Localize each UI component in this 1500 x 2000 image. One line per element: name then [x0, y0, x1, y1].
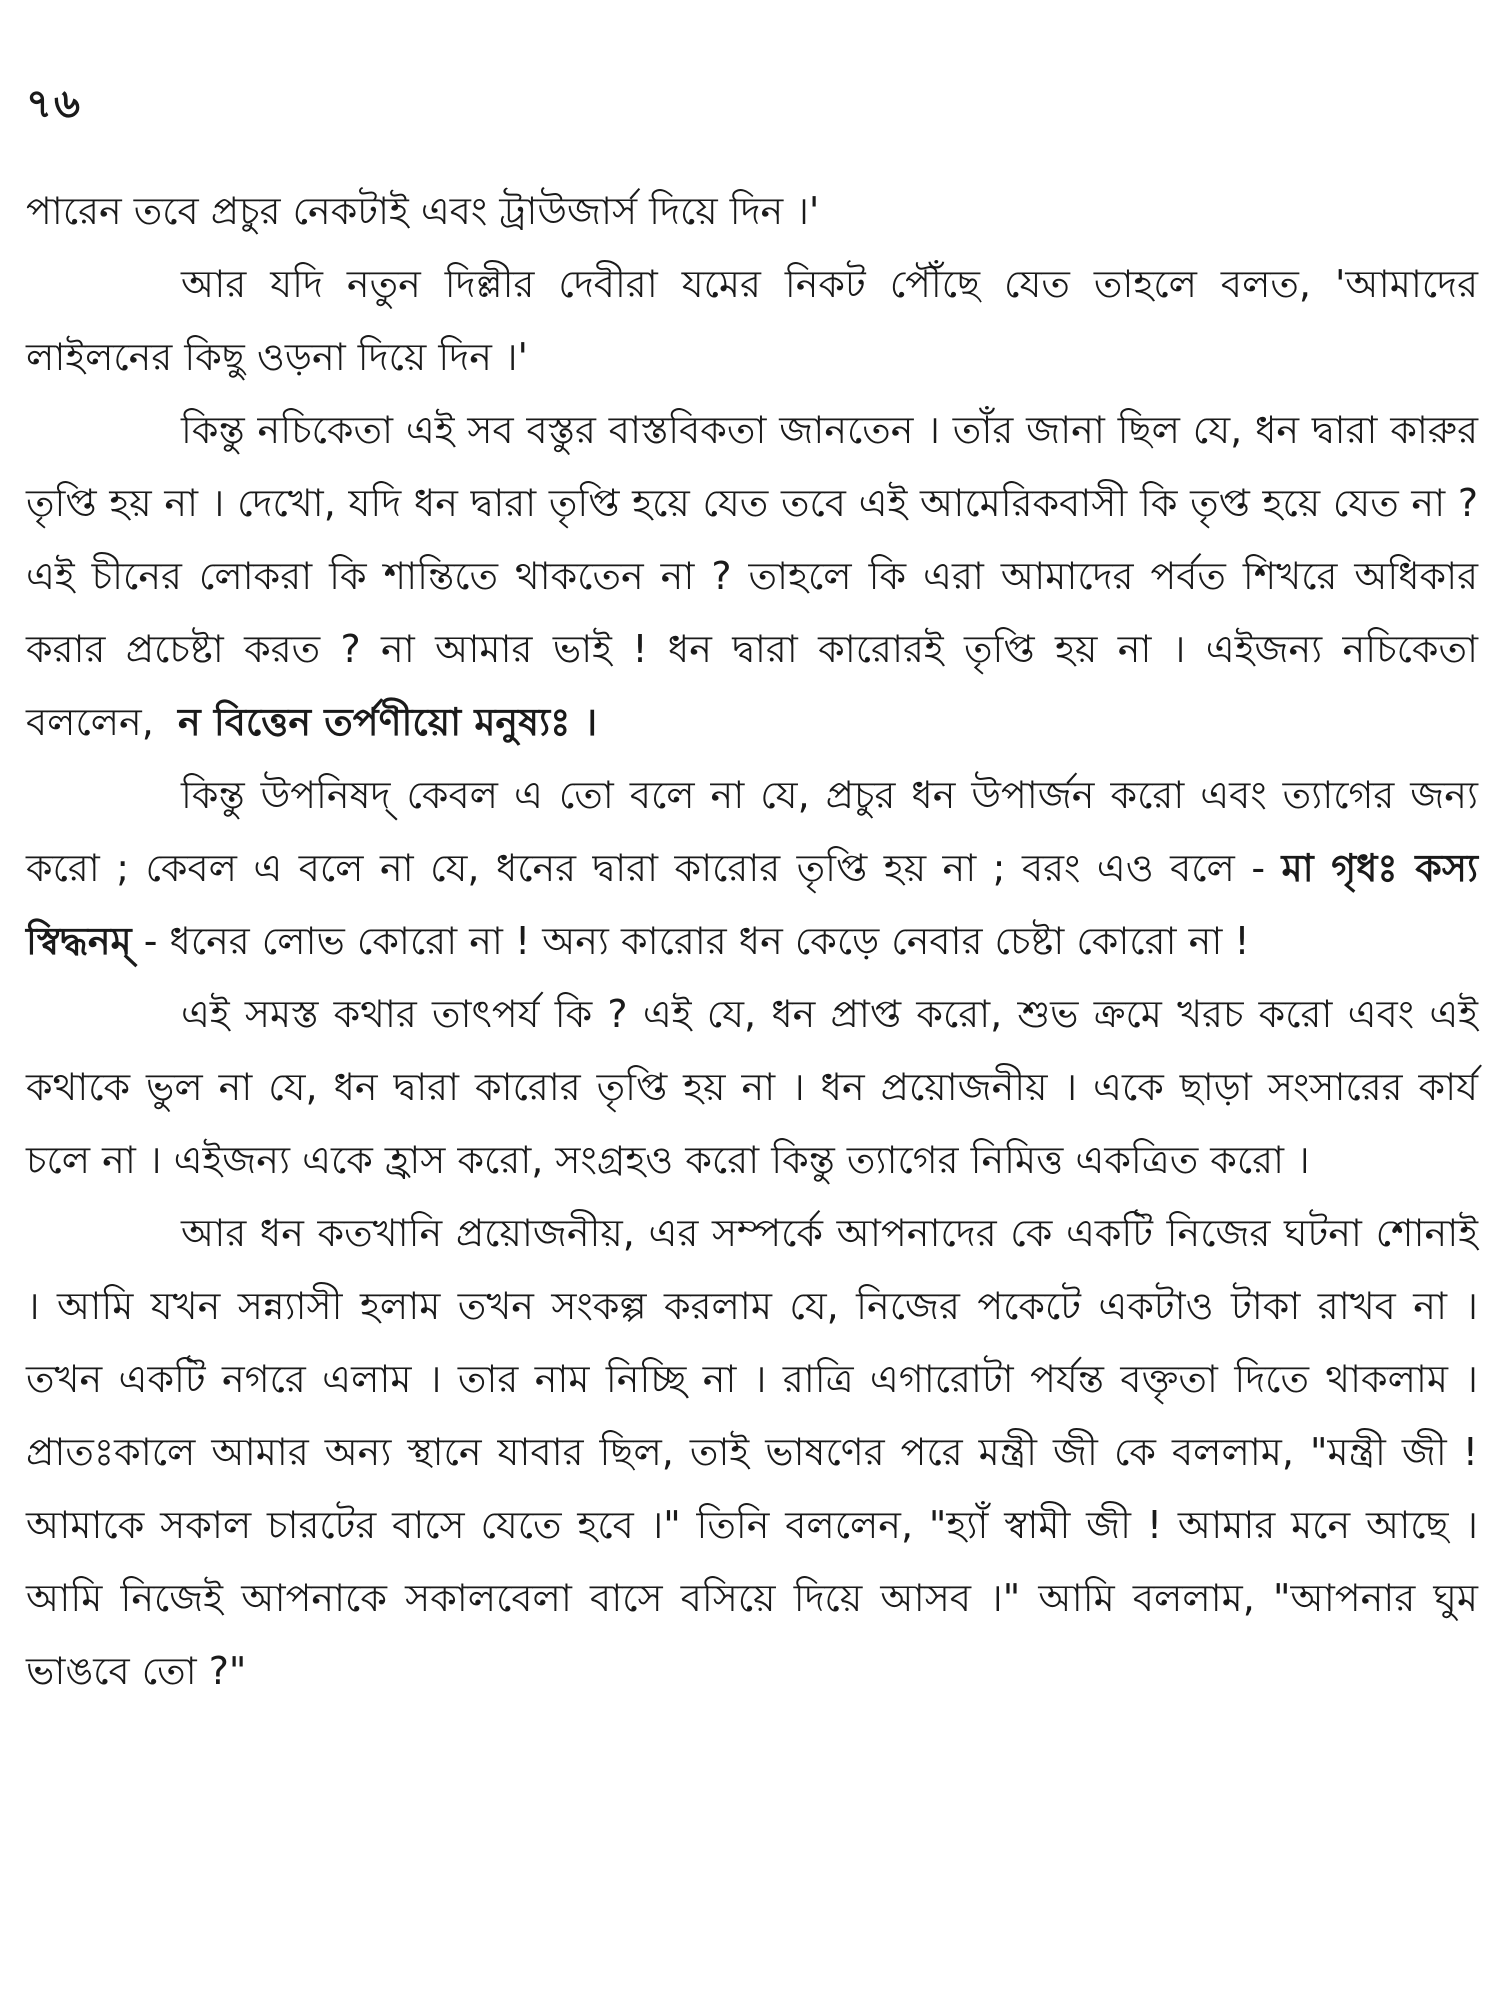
paragraph-4-text-after: - ধনের লোভ কোরো না ! অন্য কারোর ধন কেড়ে নেবার চেষ্টা কোরো না ! [143, 919, 1250, 963]
paragraph-4-text-before: কিন্তু উপনিষদ্ কেবল এ তো বলে না যে, প্রচুর ধন উপার্জন করো এবং ত্যাগের জন্য করো ; কেবল এ বলে না যে, ধনের দ্বারা কারোর তৃপ্তি হয় না ; বরং এও বলে - [26, 773, 1478, 890]
paragraph-4 [26, 759, 1478, 978]
paragraph-2: আর যদি নতুন দিল্লীর দেবীরা যমের নিকট পৌঁছে যেত তাহলে বলত, 'আমাদের লাইলনের কিছু ওড়না দিয়ে দিন ।' [26, 262, 1478, 379]
sanskrit-quote-2: মা গৃধঃ কস্য স্বিদ্ধনম্ [26, 846, 1478, 963]
paragraph-1: পারেন তবে প্রচুর নেকটাই এবং ট্রাউজার্স দিয়ে দিন ।' [26, 189, 820, 233]
page-number: ৭৬ [26, 81, 83, 127]
paragraph-3-text: কিন্তু নচিকেতা এই সব বস্তুর বাস্তবিকতা জানতেন । তাঁর জানা ছিল যে, ধন দ্বারা কারুর তৃপ্তি হয় না । দেখো, যদি ধন দ্বারা তৃপ্তি হয়ে যেত তবে এই আমেরিকবাসী কি তৃপ্ত হয়ে যেত না ? এই চীনের লোকরা কি শান্তিতে থাকতেন না ? তাহলে কি এরা আমাদের পর্বত শিখরে অধিকার করার প্রচেষ্টা করত ? না আমার ভাই ! ধন দ্বারা কারোরই তৃপ্তি হয় না । এইজন্য নচিকেতা বললেন, [26, 408, 1478, 744]
sanskrit-quote-1: ন বিত্তেন তর্পণীয়ো মনুষ্যঃ । [177, 700, 598, 744]
paragraph-5: এই সমস্ত কথার তাৎপর্য কি ? এই যে, ধন প্রাপ্ত করো, শুভ ক্রমে খরচ করো এবং এই কথাকে ভুল না যে, ধন দ্বারা কারোর তৃপ্তি হয় না । ধন প্রয়োজনীয় । একে ছাড়া সংসারের কার্য চলে না । এইজন্য একে হ্রাস করো, সংগ্রহও করো কিন্তু ত্যাগের নিমিত্ত একত্রিত করো । [26, 992, 1478, 1182]
body-text [26, 175, 1478, 1708]
paragraph-3 [26, 394, 1478, 759]
paragraph-6: আর ধন কতখানি প্রয়োজনীয়, এর সম্পর্কে আপনাদের কে একটি নিজের ঘটনা শোনাই । আমি যখন সন্ন্যাসী হলাম তখন সংকল্প করলাম যে, নিজের পকেটে একটাও টাকা রাখব না । তখন একটি নগরে এলাম । তার নাম নিচ্ছি না । রাত্রি এগারোটা পর্যন্ত বক্তৃতা দিতে থাকলাম । প্রাতঃকালে আমার অন্য স্থানে যাবার ছিল, তাই ভাষণের পরে মন্ত্রী জী কে বললাম, "মন্ত্রী জী ! আমাকে সকাল চারটের বাসে যেতে হবে ।" তিনি বললেন, "হ্যাঁ স্বামী জী ! আমার মনে আছে । আমি নিজেই আপনাকে সকালবেলা বাসে বসিয়ে দিয়ে আসব ।" আমি বললাম, "আপনার ঘুম ভাঙবে তো ?" [26, 1211, 1478, 1693]
